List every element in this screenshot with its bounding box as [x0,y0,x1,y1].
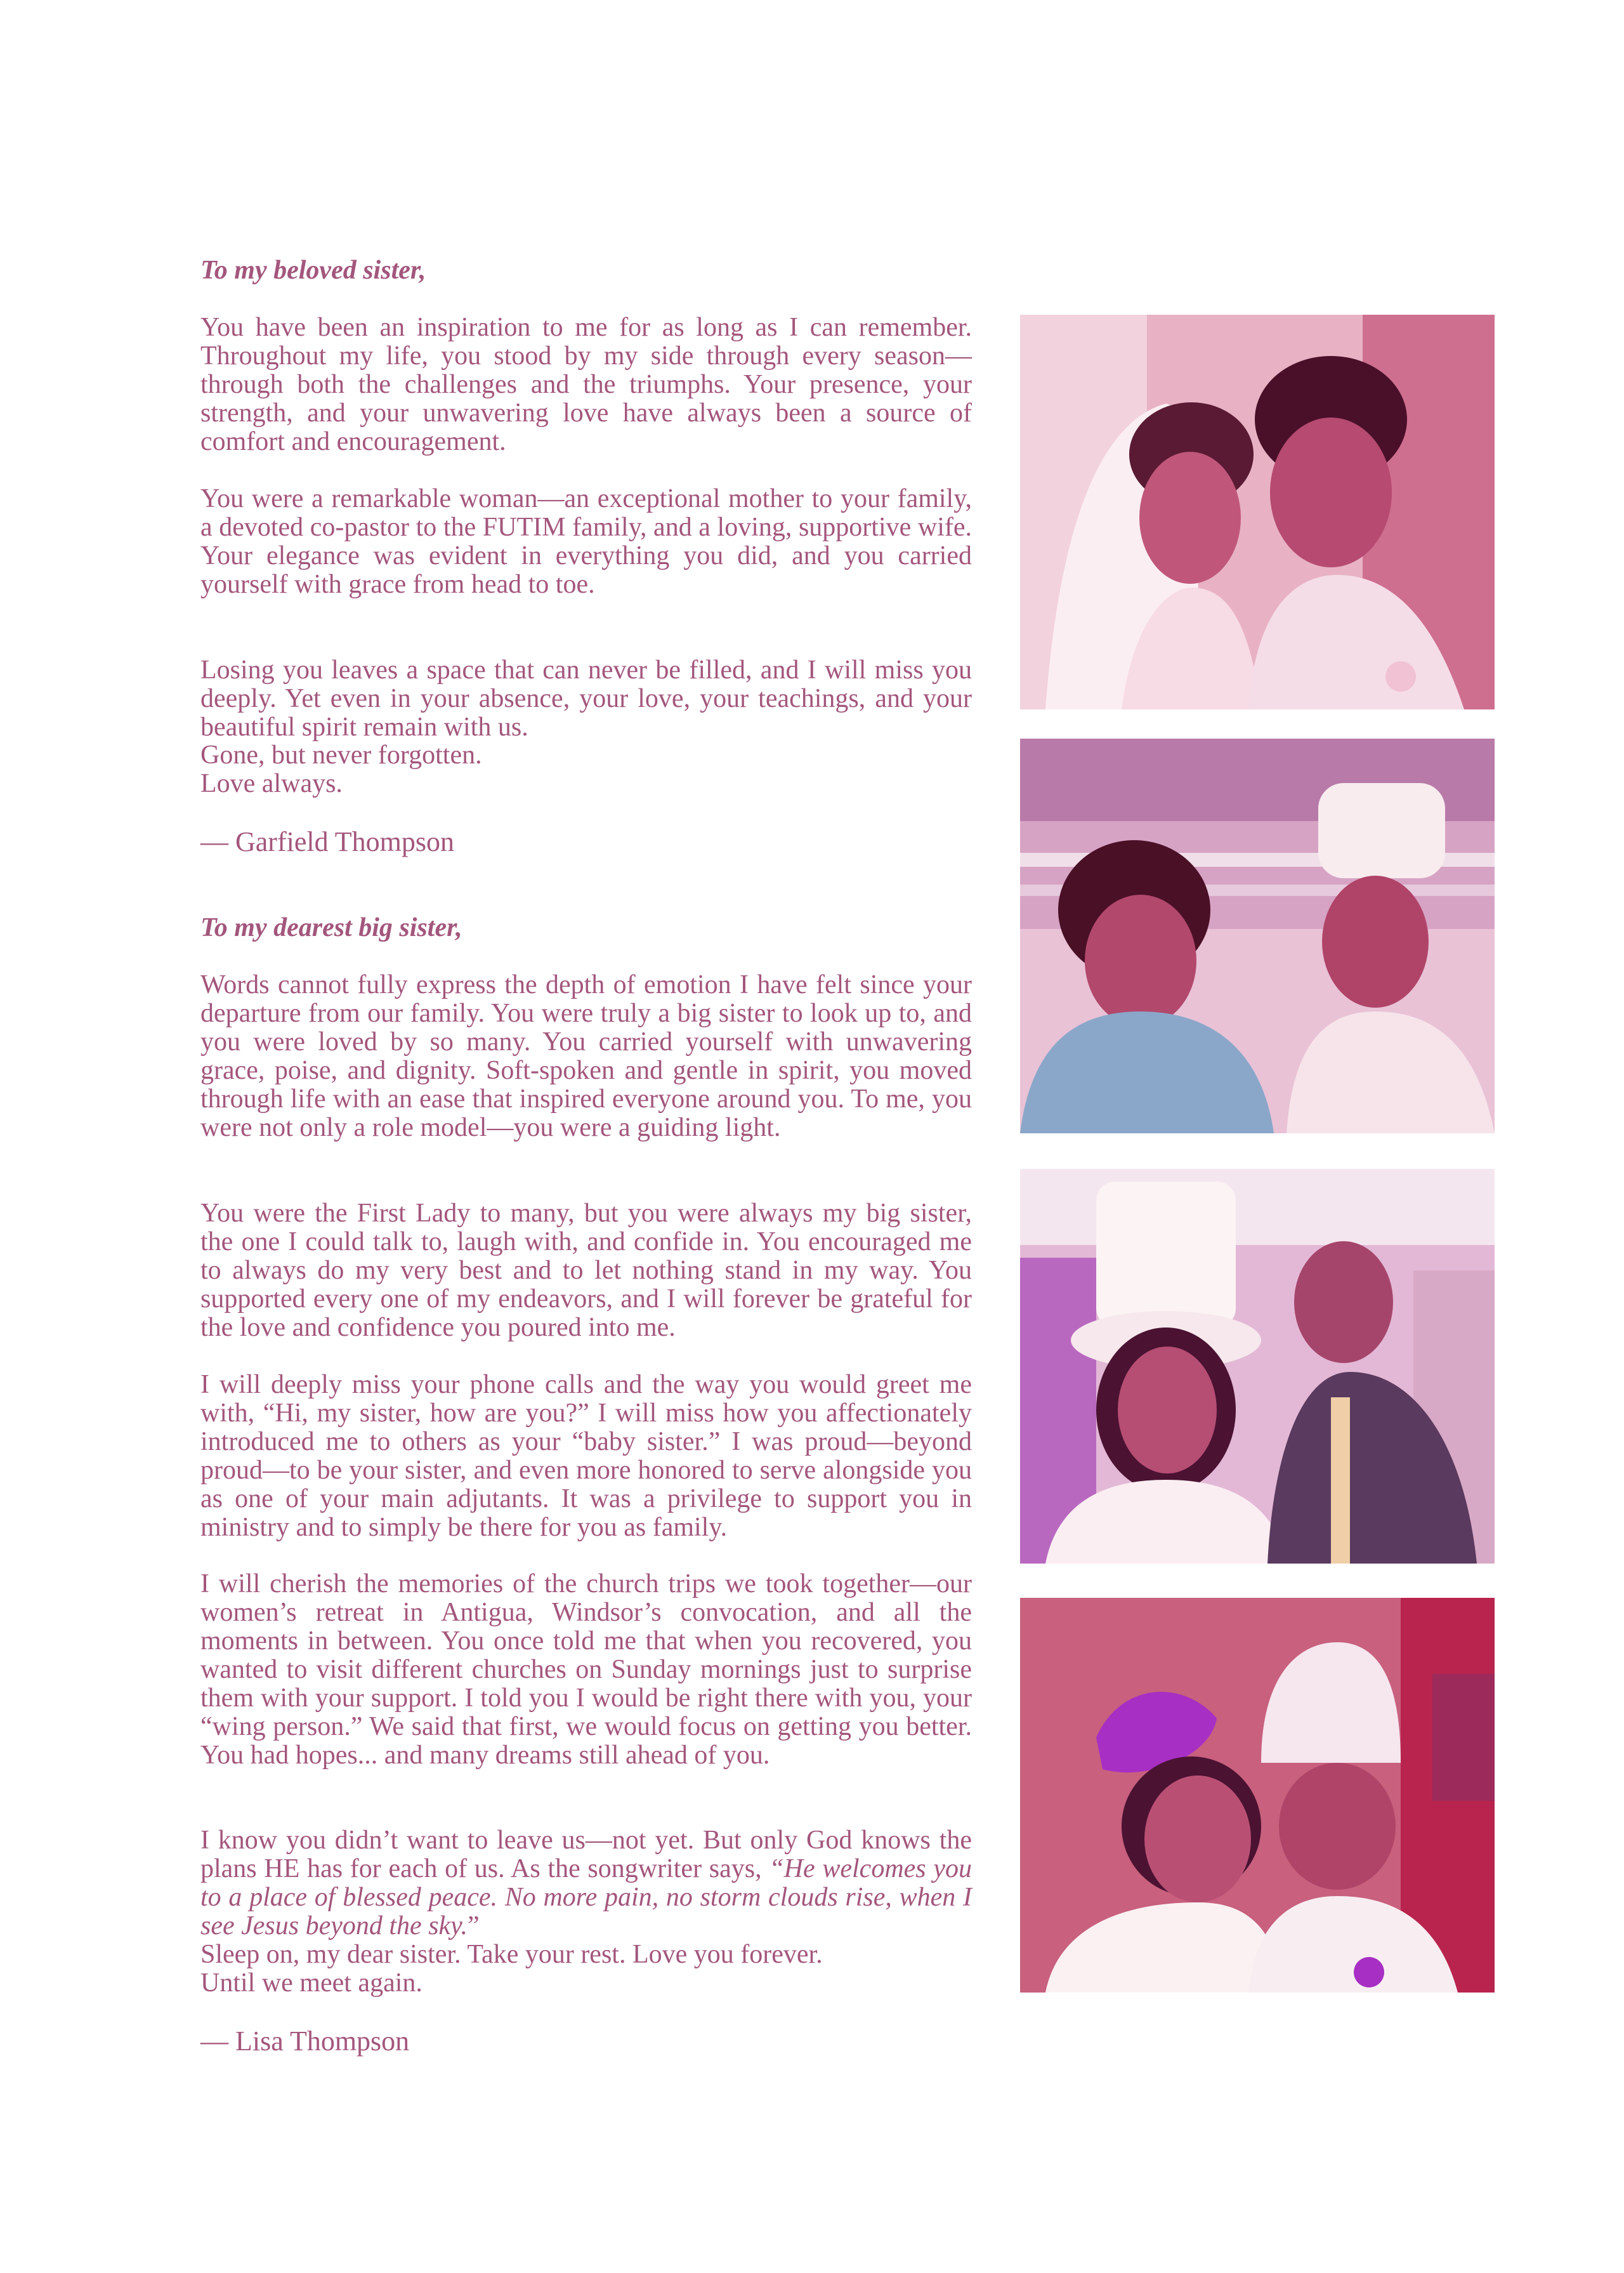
quote-end: ” [468,1911,480,1940]
paragraph: I will deeply miss your phone calls and the way you would greet me with, “Hi, my sister, how are you?” I will miss how you affectionately introduced me to others as your “baby sister.” I was proud—beyond proud—to be your sister, and even more honored to serve alongside you as one of your main adjutants. It was a privilege to support you in ministry and to simply be there for you as family. [200,1370,972,1542]
paragraph: You were the First Lady to many, but you were always my big sister, the one I could talk to, laugh with, and confide in. You encouraged me to always do my very best and to let nothing stand in my way. You supported every one of my endeavors, and I will forever be grateful for the love and confidence you poured into me. [200,1199,972,1342]
closing [200,741,972,798]
paragraph: Losing you leaves a space that can never be filled, and I will miss you deeply. Yet even in your absence, your love, your teachings, and your beautiful spirit remain with us. [200,656,972,742]
salutation: To my dearest big sister, [200,913,462,942]
letter-paragraph [200,1826,972,1940]
wedding-couple-photo [1020,315,1495,709]
closing-line: Until we meet again. [200,1968,422,1998]
paragraph: You were a remarkable woman—an exceptional mother to your family, a devoted co-pastor to the FUTIM family, and a loving, supportive wife. Your elegance was evident in everything you did, and you carried yourself with grace from head to toe. [200,484,972,599]
signature: — Lisa Thompson [200,2026,410,2057]
paragraph: I will cherish the memories of the church trips we took together—our women’s retreat in Antigua, Windsor’s convocation, and all the moments in between. You once told me that when you recovered, you wanted to visit different churches on Sunday mornings just to surprise them with your support. I told you I would be right there with you, your “wing person.” We said that first, we would focus on getting you better. You had hopes... and many dreams still ahead of you. [200,1569,972,1770]
letter-lisa [200,914,972,942]
woman-white-hat-and-man-photo [1020,1169,1495,1564]
two-women-church-hats-photo [1020,1598,1495,1993]
letter-paragraph [200,971,972,1142]
salutation: To my beloved sister, [200,256,426,285]
letter-paragraph [200,1199,972,1342]
paragraph: You have been an inspiration to me for as long as I can remember. Throughout my life, you stood by my side through every season—through both the challenges and the triumphs. Your presence, your strength, and your unwavering love have always been a source of comfort and encouragement. [200,313,972,456]
paragraph: Words cannot fully express the depth of emotion I have felt since your departure from our family. You were truly a big sister to look up to, and you were loved by so many. You carried yourself with unwavering grace, poise, and dignity. Soft-spoken and gentle in spirit, you moved through life with an ease that inspired everyone around you. To me, you were not only a role model—you were a guiding light. [200,970,972,1142]
letter-paragraph [200,656,972,742]
song-quote: “He welcomes you to a place of blessed peace. No more pain, no storm clouds rise, when I see Jesus beyond the sky. [200,1854,972,1940]
letter-paragraph [200,1371,972,1542]
letter-paragraph [200,313,972,456]
letter-paragraph [200,485,972,599]
closing [200,1940,972,1998]
paragraph-lead: I know you didn’t want to leave us—not yet. But only God knows the plans HE has for each of us. As the songwriter says, [200,1826,972,1883]
signature-block [200,2027,972,2055]
letter-paragraph [200,1570,972,1770]
signature-block [200,827,972,856]
closing-line: Gone, but never forgotten. [200,741,482,770]
two-women-cruise-ship-photo [1020,739,1495,1133]
signature: — Garfield Thompson [200,826,455,857]
letter-garfield [200,256,972,285]
closing-line: Love always. [200,769,343,798]
paragraph [200,1826,972,1940]
closing-line: Sleep on, my dear sister. Take your rest. Love you forever. [200,1940,823,1969]
